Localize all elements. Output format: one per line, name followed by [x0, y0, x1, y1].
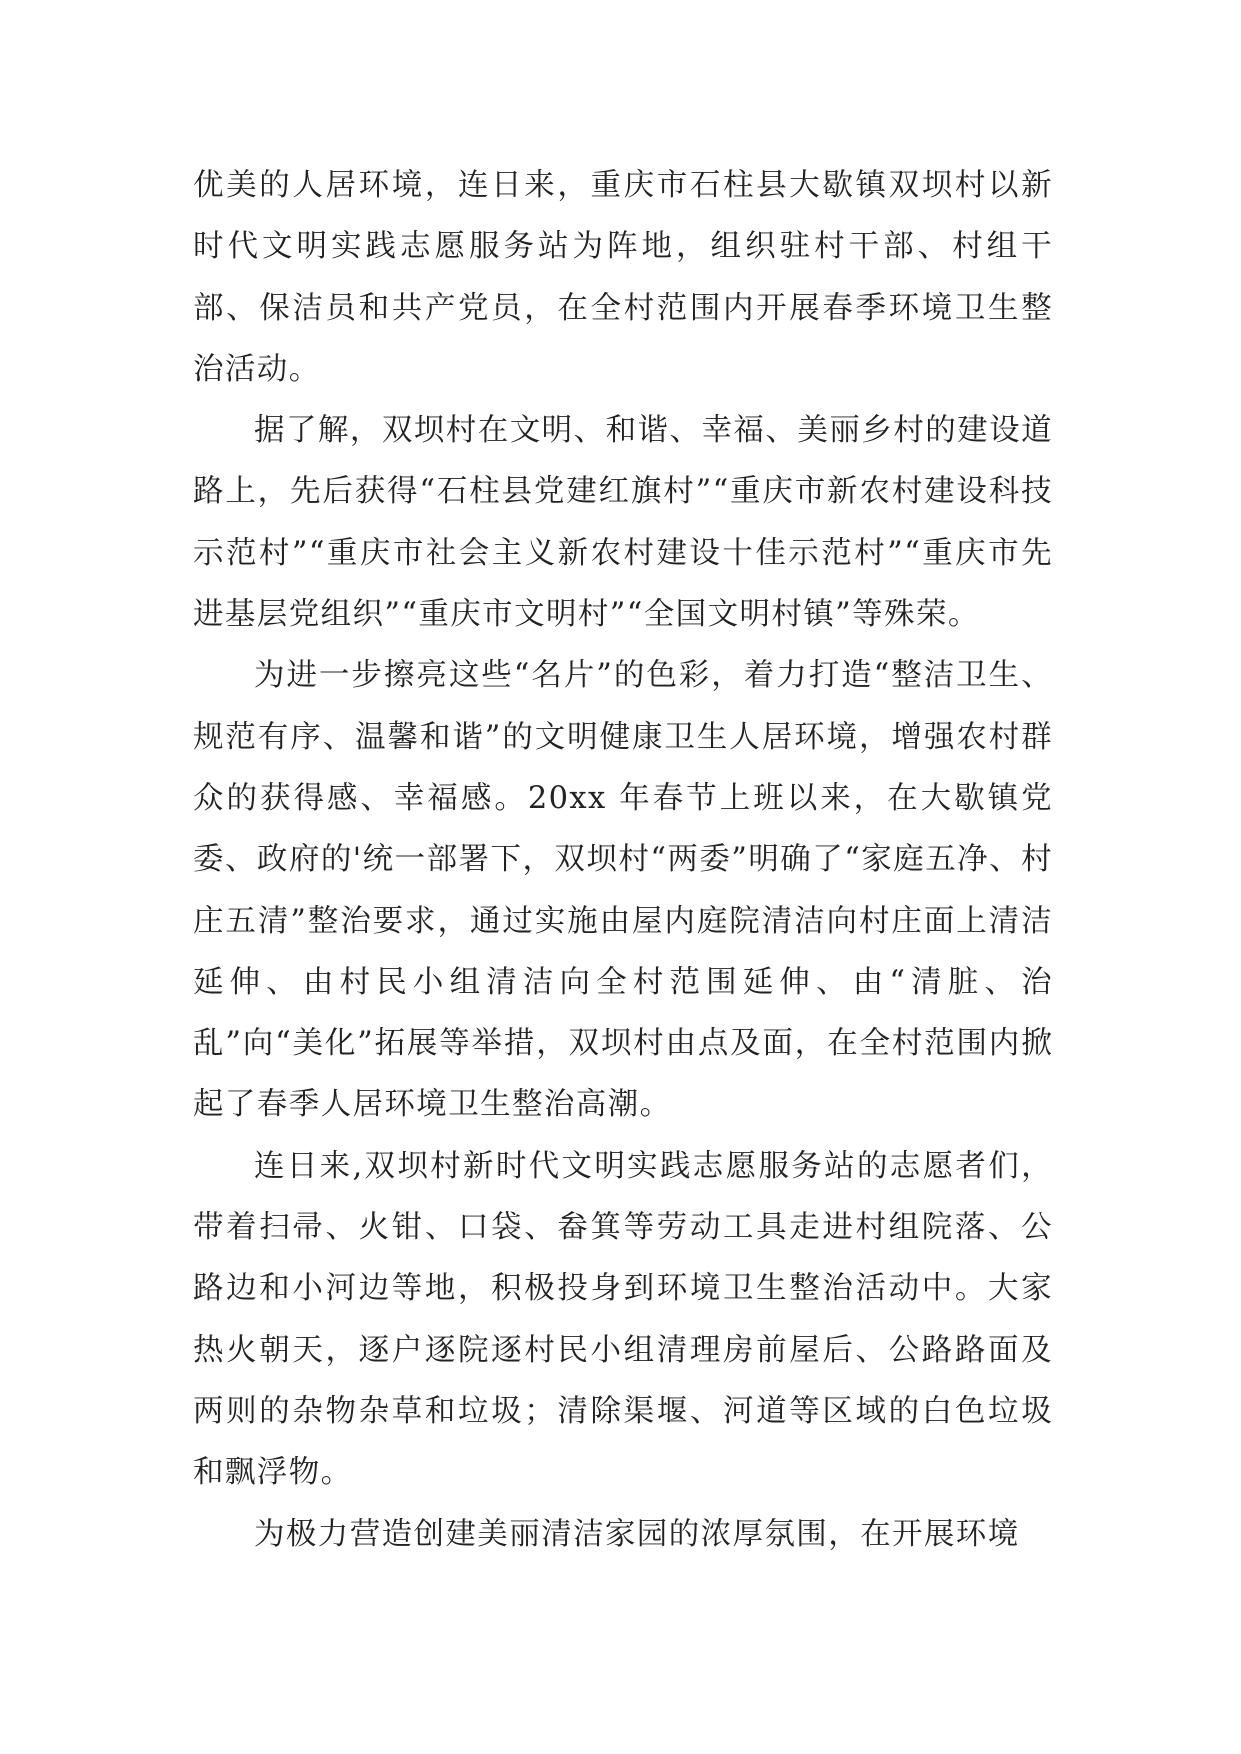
paragraph-continuation: 优美的人居环境，连日来，重庆市石柱县大歇镇双坝村以新时代文明实践志愿服务站为阵地，组织驻村干部、村组干部、保洁员和共产党员，在全村范围内开展春季环境卫生整治活动。 — [193, 168, 1053, 387]
paragraph-volunteers: 连日来,双坝村新时代文明实践志愿服务站的志愿者们，带着扫帚、火钳、口袋、畚箕等劳动工具走进村组院落、公路边和小河边等地，积极投身到环境卫生整治活动中。大家热火朝天，逐户逐院逐村民小组清理房前屋后、公路路面及两则的杂物杂草和垃圾；清除渠堰、河道等区域的白色垃圾和飘浮物。 — [193, 1148, 1053, 1491]
paragraph-honors: 据了解，双坝村在文明、和谐、幸福、美丽乡村的建设道路上，先后获得“石柱县党建红旗村”“重庆市新农村建设科技示范村”“重庆市社会主义新农村建设十佳示范村”“重庆市先进基层党组织”“重庆市文明村”“全国文明村镇”等殊荣。 — [193, 413, 1053, 633]
paragraph-measures: 为进一步擦亮这些“名片”的色彩，着力打造“整洁卫生、规范有序、温馨和谐”的文明健康卫生人居环境，增强农村群众的获得感、幸福感。20xx 年春节上班以来，在大歇镇党委、政府的'统一部署下，双坝村“两委”明确了“家庭五净、村庄五清”整治要求，通过实施由屋内庭院清洁向村庄面上清洁延伸、由村民小组清洁向全村范围延伸、由“清脏、治乱”向“美化”拓展等举措，双坝村由点及面，在全村范围内掀起了春季人居环境卫生整治高潮。 — [193, 658, 1053, 1123]
article-body — [193, 155, 1053, 1565]
paragraph-atmosphere: 为极力营造创建美丽清洁家园的浓厚氛围，在开展环境 — [254, 1516, 1020, 1552]
